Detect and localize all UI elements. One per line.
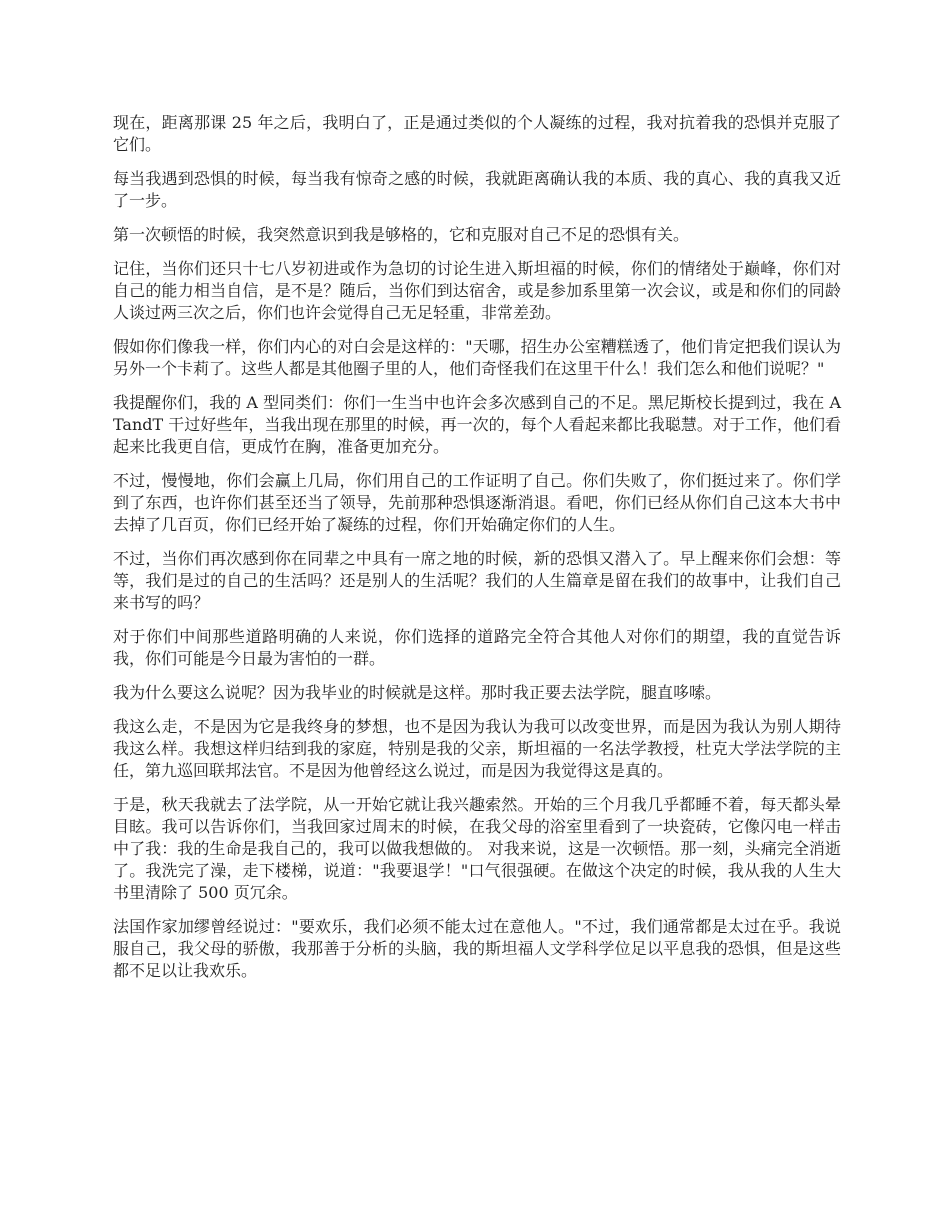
paragraph-1: 现在，距离那课 25 年之后，我明白了，正是通过类似的个人凝练的过程，我对抗着我的恐惧并克服了它们。	[113, 113, 841, 154]
paragraph-12: 于是，秋天我就去了法学院，从一开始它就让我兴趣索然。开始的三个月我几乎都睡不着，每天都头晕目眩。我可以告诉你们，当我回家过周末的时候，在我父母的浴室里看到了一块瓷砖，它像闪电一样击中了我：我的生命是我自己的，我可以做我想做的。 对我来说，这是一次顿悟。那一刻，头痛完全消逝了。我洗完了澡，走下楼梯，说道："我要退学！"口气很强硬。在做这个决定的时候，我从我的人生大书里清除了 500 页冗余。	[113, 795, 841, 902]
paragraph-6: 我提醒你们，我的 A 型同类们：你们一生当中也许会多次感到自己的不足。黑尼斯校长提到过，我在 ATandT 干过好些年，当我出现在那里的时候，再一次的，每个人看起来都比我聪慧。对于工作，他们看起来比我更自信，更成竹在胸，准备更加充分。	[113, 393, 841, 456]
document-page	[113, 112, 841, 994]
paragraph-7: 不过，慢慢地，你们会赢上几局，你们用自己的工作证明了自己。你们失败了，你们挺过来了。你们学到了东西，也许你们甚至还当了领导，先前那种恐惧逐渐消退。看吧，你们已经从你们自己这本大书中去掉了几百页，你们已经开始了凝练的过程，你们开始确定你们的人生。	[113, 471, 841, 534]
paragraph-2: 每当我遇到恐惧的时候，每当我有惊奇之感的时候，我就距离确认我的本质、我的真心、我的真我又近了一步。	[113, 169, 841, 210]
paragraph-3: 第一次顿悟的时候，我突然意识到我是够格的，它和克服对自己不足的恐惧有关。	[113, 225, 690, 244]
paragraph-10: 我为什么要这么说呢？因为我毕业的时候就是这样。那时我正要去法学院，腿直哆嗦。	[113, 683, 722, 702]
paragraph-8: 不过，当你们再次感到你在同辈之中具有一席之地的时候，新的恐惧又潜入了。早上醒来你们会想：等等，我们是过的自己的生活吗？还是别人的生活呢？我们的人生篇章是留在我们的故事中，让我们自己来书写的吗？	[113, 549, 841, 612]
paragraph-11: 我这么走，不是因为它是我终身的梦想，也不是因为我认为我可以改变世界，而是因为我认为别人期待我这么样。我想这样归结到我的家庭，特别是我的父亲，斯坦福的一名法学教授，杜克大学法学院的主任，第九巡回联邦法官。不是因为他曾经这么说过，而是因为我觉得这是真的。	[113, 717, 841, 780]
paragraph-13: 法国作家加缪曾经说过："要欢乐，我们必须不能太过在意他人。"不过，我们通常都是太过在乎。我说服自己，我父母的骄傲，我那善于分析的头脑，我的斯坦福人文学科学位足以平息我的恐惧，但是这些都不足以让我欢乐。	[113, 917, 841, 980]
paragraph-9: 对于你们中间那些道路明确的人来说，你们选择的道路完全符合其他人对你们的期望，我的直觉告诉我，你们可能是今日最为害怕的一群。	[113, 627, 841, 668]
paragraph-4: 记住，当你们还只十七八岁初进或作为急切的讨论生进入斯坦福的时候，你们的情绪处于巅峰，你们对自己的能力相当自信，是不是？随后，当你们到达宿舍，或是参加系里第一次会议，或是和你们的同龄人谈过两三次之后，你们也许会觉得自己无足轻重，非常差劲。	[113, 259, 841, 322]
paragraph-5: 假如你们像我一样，你们内心的对白会是这样的："天哪，招生办公室糟糕透了，他们肯定把我们误认为另外一个卡莉了。这些人都是其他圈子里的人，他们奇怪我们在这里干什么！我们怎么和他们说呢？"	[113, 337, 841, 378]
